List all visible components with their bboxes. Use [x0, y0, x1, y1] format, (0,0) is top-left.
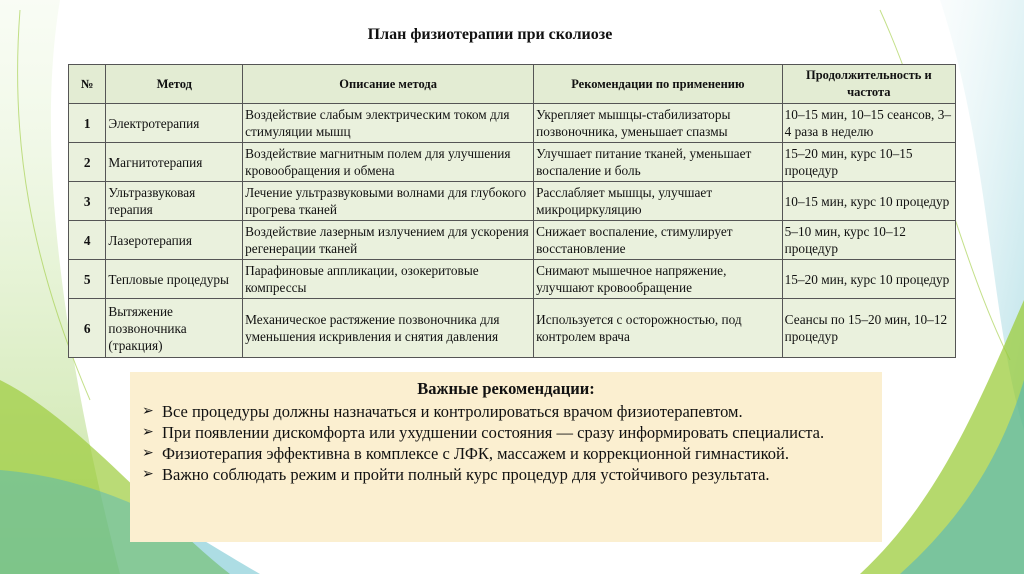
row-description: Воздействие лазерным излучением для ускорения регенерации тканей [243, 221, 534, 260]
table-row [69, 221, 956, 260]
row-duration: Сеансы по 15–20 мин, 10–12 процедур [782, 299, 955, 358]
physiotherapy-table [68, 64, 956, 358]
list-item-text: Важно соблюдать режим и пройти полный курс процедур для устойчивого результата. [162, 465, 770, 484]
row-description: Парафиновые аппликации, озокеритовые компрессы [243, 260, 534, 299]
row-number: 5 [69, 260, 106, 299]
list-item-text: При появлении дискомфорта или ухудшении состояния — сразу информировать специалиста. [162, 423, 825, 442]
page-title: План физиотерапии при сколиозе [367, 26, 613, 43]
table-row [69, 182, 956, 221]
list-item [140, 443, 872, 464]
list-item [140, 464, 872, 485]
row-method: Лазеротерапия [106, 221, 243, 260]
arrow-bullet-icon: ➢ [142, 404, 154, 419]
row-recommendation: Расслабляет мышцы, улучшает микроциркуляцию [534, 182, 783, 221]
list-item [140, 422, 872, 443]
row-method: Электротерапия [106, 104, 243, 143]
recommendations-heading: Важные рекомендации: [417, 379, 595, 398]
row-description: Воздействие слабым электрическим током для стимуляции мышц [243, 104, 534, 143]
row-number: 1 [69, 104, 106, 143]
row-description: Воздействие магнитным полем для улучшения кровообращения и обмена [243, 143, 534, 182]
row-method: Тепловые процедуры [106, 260, 243, 299]
row-description: Механическое растяжение позвоночника для уменьшения искривления и снятия давления [243, 299, 534, 358]
row-recommendation: Укрепляет мышцы-стабилизаторы позвоночника, уменьшает спазмы [534, 104, 783, 143]
row-number: 4 [69, 221, 106, 260]
row-description: Лечение ультразвуковыми волнами для глубокого прогрева тканей [243, 182, 534, 221]
row-number: 6 [69, 299, 106, 358]
row-recommendation: Снимают мышечное напряжение, улучшают кровообращение [534, 260, 783, 299]
row-number: 3 [69, 182, 106, 221]
table-row [69, 104, 956, 143]
table-header-row [69, 65, 956, 104]
table-row [69, 143, 956, 182]
row-method: Вытяжение позвоночника (тракция) [106, 299, 243, 358]
row-recommendation: Улучшает питание тканей, уменьшает воспаление и боль [534, 143, 783, 182]
table-row [69, 260, 956, 299]
list-item-text: Все процедуры должны назначаться и контролироваться врачом физиотерапевтом. [162, 402, 743, 421]
header-method: Метод [106, 65, 243, 104]
row-number: 2 [69, 143, 106, 182]
arrow-bullet-icon: ➢ [142, 467, 154, 482]
recommendations-list [140, 401, 872, 485]
row-duration: 10–15 мин, курс 10 процедур [782, 182, 955, 221]
list-item [140, 401, 872, 422]
header-duration: Продолжительность и частота [782, 65, 955, 104]
row-duration: 5–10 мин, курс 10–12 процедур [782, 221, 955, 260]
header-description: Описание метода [243, 65, 534, 104]
header-number: № [69, 65, 106, 104]
arrow-bullet-icon: ➢ [142, 446, 154, 461]
row-recommendation: Снижает воспаление, стимулирует восстановление [534, 221, 783, 260]
row-duration: 15–20 мин, курс 10–15 процедур [782, 143, 955, 182]
recommendations-box [130, 372, 882, 542]
table-row [69, 299, 956, 358]
row-recommendation: Используется с осторожностью, под контролем врача [534, 299, 783, 358]
row-duration: 15–20 мин, курс 10 процедур [782, 260, 955, 299]
arrow-bullet-icon: ➢ [142, 425, 154, 440]
row-method: Ультразвуковая терапия [106, 182, 243, 221]
row-duration: 10–15 мин, 10–15 сеансов, 3–4 раза в неделю [782, 104, 955, 143]
row-method: Магнитотерапия [106, 143, 243, 182]
header-recommendation: Рекомендации по применению [534, 65, 783, 104]
list-item-text: Физиотерапия эффективна в комплексе с ЛФК, массажем и коррекционной гимнастикой. [162, 444, 789, 463]
